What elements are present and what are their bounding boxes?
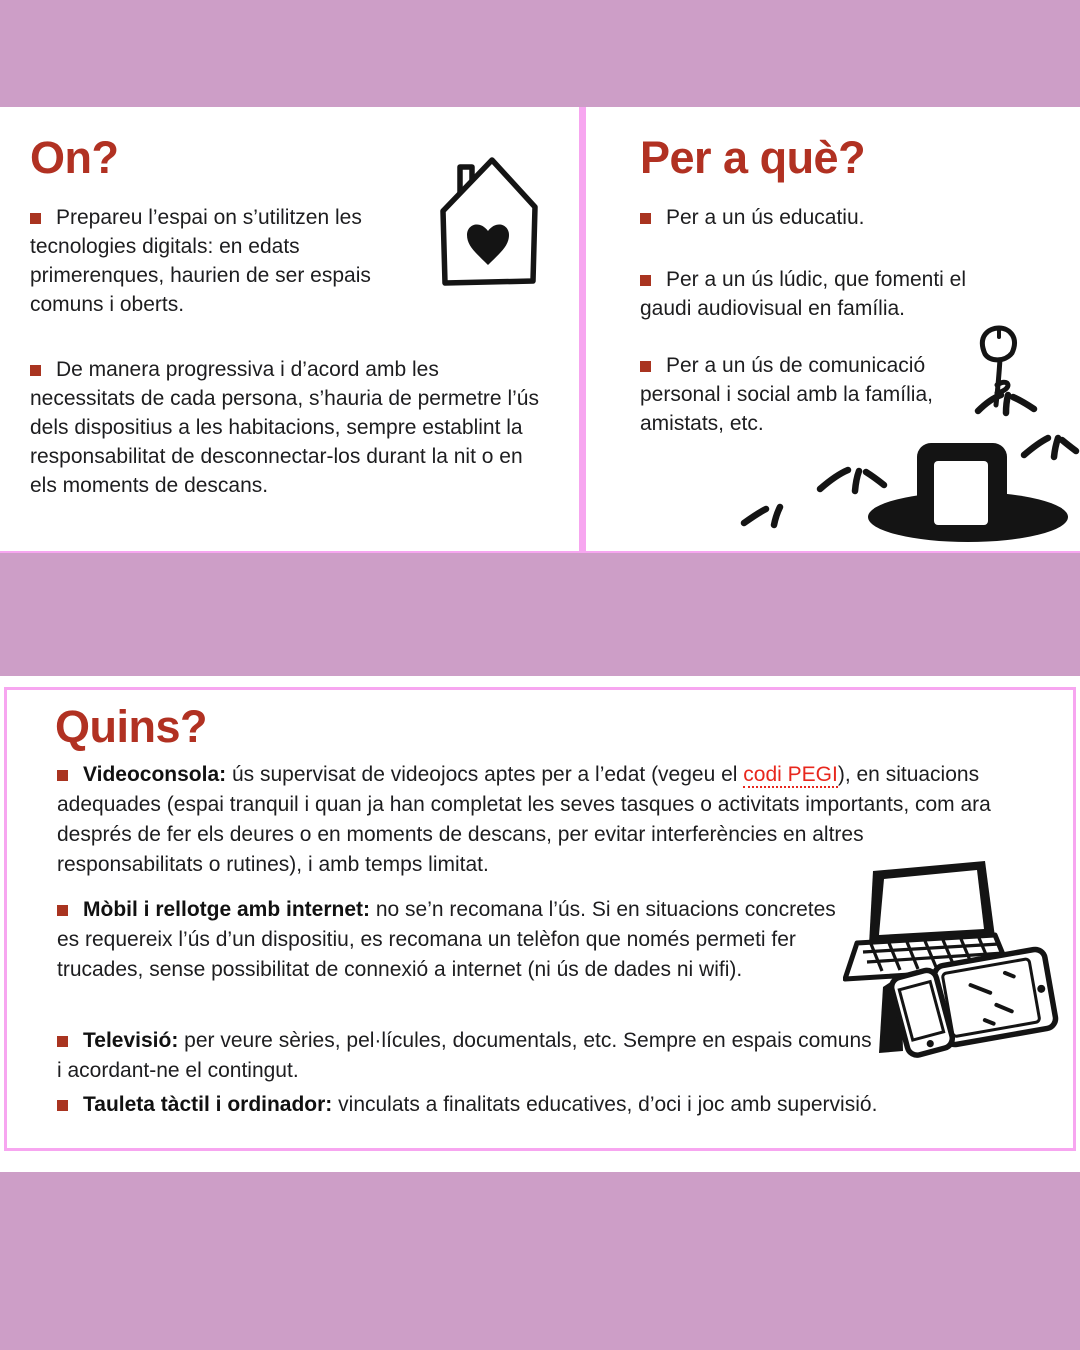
bullet-square-icon xyxy=(57,1036,68,1047)
panel-per-a-que-title: Per a què? xyxy=(640,132,866,183)
bottom-band xyxy=(0,1172,1080,1350)
bullet-label: Videoconsola: xyxy=(83,763,227,786)
bullet-item xyxy=(30,355,545,500)
bullet-label: Televisió: xyxy=(83,1029,179,1052)
middle-band xyxy=(0,553,1080,676)
top-band xyxy=(0,0,1080,107)
bullet-text: per veure sèries, pel·lícules, documentals, etc. Sempre en espais comuns i acordant-ne el contingut. xyxy=(57,1029,872,1082)
panel-per-a-que xyxy=(586,107,1080,553)
bullet-text: Per a un ús de comunicació personal i social amb la família, amistats, etc. xyxy=(640,354,933,435)
bullet-text: ús supervisat de videojocs aptes per a l’edat (vegeu el xyxy=(226,763,744,786)
bullet-label: Mòbil i rellotge amb internet: xyxy=(83,898,371,921)
bullet-item-mobil xyxy=(57,895,857,985)
bullet-square-icon xyxy=(30,213,41,224)
bullet-item xyxy=(30,203,422,319)
bullet-square-icon xyxy=(30,365,41,376)
panel-quins xyxy=(4,687,1076,1151)
bullet-square-icon xyxy=(57,905,68,916)
laptop-phone-tablet-illustration xyxy=(843,855,1067,1061)
bullet-item xyxy=(640,265,1000,323)
bullet-text: De manera progressiva i d’acord amb les necessitats de cada persona, s’hauria de permetre l’ús dels dispositius a les habitacions, sempre establint la responsabilitat de desconnectar-los durant la nit o en els moments de descans. xyxy=(30,358,539,497)
bullet-item xyxy=(640,203,1030,232)
bullet-square-icon xyxy=(640,275,651,286)
bullet-square-icon xyxy=(57,770,68,781)
bullet-text: Per a un ús lúdic, que fomenti el gaudi audiovisual en família. xyxy=(640,268,967,320)
bullet-text: Prepareu l’espai on s’utilitzen les tecnologies digitals: en edats primerenques, haurien de ser espais comuns i oberts. xyxy=(30,206,371,316)
bullet-item-tauleta xyxy=(57,1090,1022,1120)
panel-quins-title: Quins? xyxy=(55,701,207,752)
panel-on xyxy=(0,107,579,553)
bullet-text: Per a un ús educatiu. xyxy=(666,206,865,229)
house-with-heart-icon xyxy=(430,153,548,291)
bullet-square-icon xyxy=(640,361,651,372)
bullet-text: ), en situacions adequades (espai tranquil i quan ja han completat les seves tasques o activitats importants, com ara després de fer els deures o en moments de descans, per evitar interferències en altres responsabilitats o rutines), i amb temps limitat. xyxy=(57,763,991,876)
bullet-square-icon xyxy=(57,1100,68,1111)
device-buried-in-hole-illustration xyxy=(718,323,1080,547)
bullet-text: vinculats a finalitats educatives, d’oci i joc amb supervisió. xyxy=(332,1093,878,1116)
bullet-item-televisio xyxy=(57,1026,875,1086)
bullet-label: Tauleta tàctil i ordinador: xyxy=(83,1093,333,1116)
panel-divider xyxy=(579,107,586,553)
panel-on-title: On? xyxy=(30,132,119,183)
bullet-square-icon xyxy=(640,213,651,224)
bullet-text: no se’n recomana l’ús. Si en situacions concretes es requereix l’ús d’un dispositiu, es recomana un telèfon que només permeti fer trucades, sense possibilitat de connexió a internet (ni ús de dades ni wifi). xyxy=(57,898,836,981)
codi-pegi-link[interactable]: codi PEGI xyxy=(743,763,838,786)
